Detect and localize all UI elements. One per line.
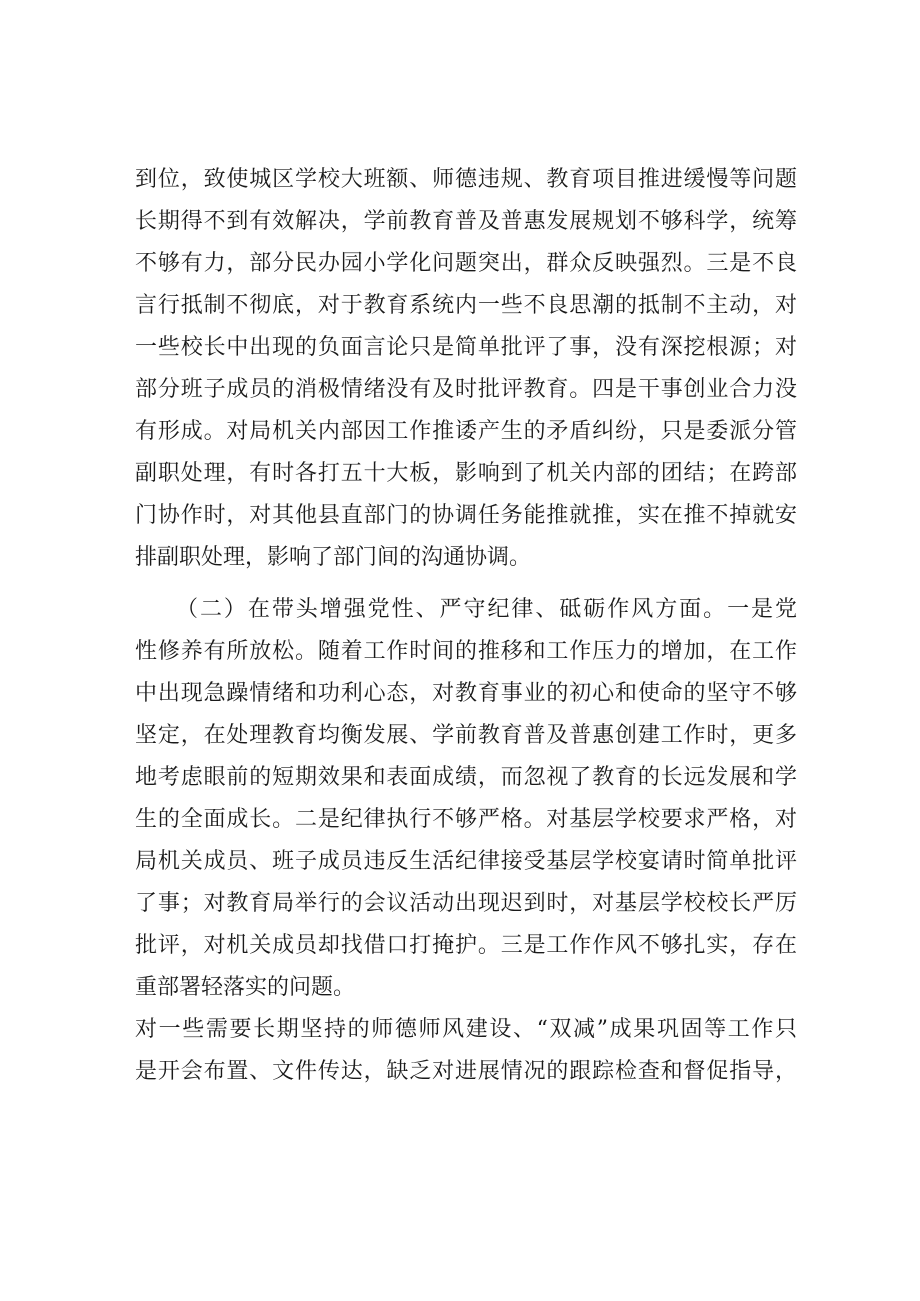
text-line: 批评，对机关成员却找借口打掩护。三是工作作风不够扎实，存在 [135,933,797,958]
text-line: 部分班子成员的消极情绪没有及时批评教育。四是干事创业合力没 [135,377,797,402]
text-line: 生的全面成长。二是纪律执行不够严格。对基层学校要求严格，对 [135,807,797,832]
text-line: 重部署轻落实的问题。 [135,975,356,1000]
text-line: 一些校长中出现的负面言论只是简单批评了事，没有深挖根源；对 [135,335,797,360]
text-line: 到位，致使城区学校大班额、师德违规、教育项目推进缓慢等问题 [135,167,797,192]
text-line: 对一些需要长期坚持的师德师风建设、“双减”成果巩固等工作只 [135,1017,797,1042]
section-heading-line: （二）在带头增强党性、严守纪律、砥砺作风方面。一是党 [176,597,797,622]
text-line: 中出现急躁情绪和功利心态，对教育事业的初心和使命的坚守不够 [135,681,797,706]
text-line: 是开会布置、文件传达，缺乏对进展情况的跟踪检查和督促指导， [135,1059,797,1084]
text-line: 局机关成员、班子成员违反生活纪律接受基层学校宴请时简单批评 [135,849,797,874]
text-line: 排副职处理，影响了部门间的沟通协调。 [135,545,532,570]
text-line: 了事；对教育局举行的会议活动出现迟到时，对基层学校校长严厉 [135,891,797,916]
text-line: 有形成。对局机关内部因工作推诿产生的矛盾纠纷，只是委派分管 [135,419,797,444]
text-line: 言行抵制不彻底，对于教育系统内一些不良思潮的抵制不主动，对 [135,293,797,318]
text-line: 不够有力，部分民办园小学化问题突出，群众反映强烈。三是不良 [135,251,797,276]
text-line: 地考虑眼前的短期效果和表面成绩，而忽视了教育的长远发展和学 [135,765,797,790]
text-line: 长期得不到有效解决，学前教育普及普惠发展规划不够科学，统筹 [135,209,797,234]
text-line: 副职处理，有时各打五十大板，影响到了机关内部的团结；在跨部 [135,461,797,486]
text-line: 门协作时，对其他县直部门的协调任务能推就推，实在推不掉就安 [135,503,797,528]
text-line: 性修养有所放松。随着工作时间的推移和工作压力的增加，在工作 [135,639,797,664]
text-line: 坚定，在处理教育均衡发展、学前教育普及普惠创建工作时，更多 [135,723,797,748]
